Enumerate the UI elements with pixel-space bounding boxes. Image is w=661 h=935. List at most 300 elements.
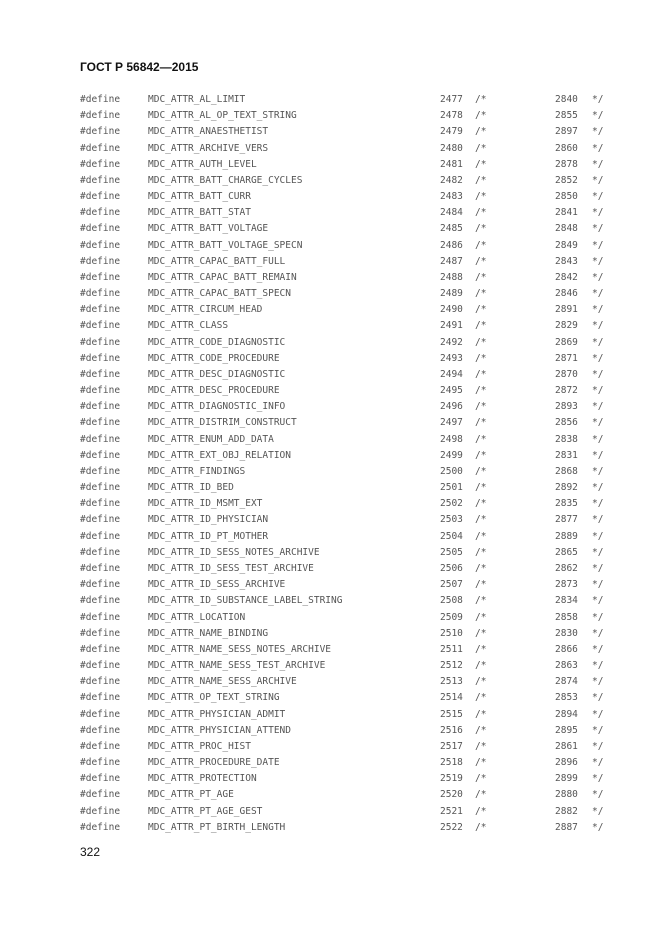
comment-value: 2871	[555, 352, 578, 364]
comment-open: /*	[475, 692, 487, 704]
comment-open: /*	[475, 724, 487, 736]
define-keyword: #define	[80, 773, 121, 785]
define-row	[0, 531, 661, 547]
constant-value: 2510	[440, 627, 463, 639]
define-row	[0, 482, 661, 498]
constant-value: 2512	[440, 660, 463, 672]
define-keyword: #define	[80, 805, 121, 817]
define-keyword: #define	[80, 579, 121, 591]
comment-value: 2843	[555, 255, 578, 267]
define-keyword: #define	[80, 627, 121, 639]
define-row	[0, 612, 661, 628]
define-keyword: #define	[80, 708, 121, 720]
comment-value: 2878	[555, 158, 578, 170]
comment-value: 2852	[555, 174, 578, 186]
comment-value: 2896	[555, 757, 578, 769]
comment-open: /*	[475, 465, 487, 477]
comment-open: /*	[475, 94, 487, 105]
constant-name: MDC_ATTR_CLASS	[148, 320, 229, 332]
define-keyword: #define	[80, 126, 121, 138]
define-row	[0, 741, 661, 757]
define-keyword: #define	[80, 320, 121, 332]
constant-name: MDC_ATTR_PT_BIRTH_LENGTH	[148, 821, 286, 833]
comment-close: */	[592, 789, 604, 801]
comment-open: /*	[475, 757, 487, 769]
constant-name: MDC_ATTR_BATT_STAT	[148, 207, 251, 219]
comment-close: */	[592, 385, 604, 397]
comment-value: 2834	[555, 595, 578, 607]
constant-value: 2484	[440, 207, 463, 219]
constant-value: 2513	[440, 676, 463, 688]
define-row	[0, 240, 661, 256]
comment-close: */	[592, 643, 604, 655]
define-row	[0, 175, 661, 191]
constant-value: 2501	[440, 482, 463, 494]
define-keyword: #define	[80, 304, 121, 316]
comment-open: /*	[475, 401, 487, 413]
define-row	[0, 595, 661, 611]
comment-open: /*	[475, 304, 487, 316]
define-keyword: #define	[80, 449, 121, 461]
constant-name: MDC_ATTR_DIAGNOSTIC_INFO	[148, 401, 286, 413]
constant-value: 2519	[440, 773, 463, 785]
define-keyword: #define	[80, 498, 121, 510]
comment-value: 2895	[555, 724, 578, 736]
constant-name: MDC_ATTR_DESC_DIAGNOSTIC	[148, 368, 286, 380]
constant-value: 2480	[440, 142, 463, 154]
define-keyword: #define	[80, 255, 121, 267]
constant-name: MDC_ATTR_BATT_VOLTAGE_SPECN	[148, 239, 303, 251]
comment-value: 2831	[555, 449, 578, 461]
constant-name: MDC_ATTR_ID_MSMT_EXT	[148, 498, 263, 510]
comment-open: /*	[475, 821, 487, 833]
constant-value: 2521	[440, 805, 463, 817]
define-row	[0, 789, 661, 805]
comment-close: */	[592, 530, 604, 542]
comment-open: /*	[475, 789, 487, 801]
comment-close: */	[592, 94, 604, 105]
constant-name: MDC_ATTR_ID_PT_MOTHER	[148, 530, 269, 542]
comment-open: /*	[475, 255, 487, 267]
define-keyword: #define	[80, 482, 121, 494]
define-keyword: #define	[80, 142, 121, 154]
constant-value: 2506	[440, 562, 463, 574]
comment-open: /*	[475, 352, 487, 364]
comment-open: /*	[475, 336, 487, 348]
comment-open: /*	[475, 142, 487, 154]
comment-value: 2889	[555, 530, 578, 542]
comment-open: /*	[475, 223, 487, 235]
define-row	[0, 369, 661, 385]
constant-name: MDC_ATTR_NAME_SESS_ARCHIVE	[148, 676, 297, 688]
constant-name: MDC_ATTR_PT_AGE	[148, 789, 234, 801]
constant-name: MDC_ATTR_ID_SESS_NOTES_ARCHIVE	[148, 546, 320, 558]
define-row	[0, 288, 661, 304]
comment-value: 2887	[555, 821, 578, 833]
define-row	[0, 563, 661, 579]
comment-close: */	[592, 708, 604, 720]
define-keyword: #define	[80, 757, 121, 769]
define-keyword: #define	[80, 110, 121, 122]
define-row	[0, 223, 661, 239]
comment-open: /*	[475, 191, 487, 203]
comment-open: /*	[475, 708, 487, 720]
constant-name: MDC_ATTR_BATT_CHARGE_CYCLES	[148, 174, 303, 186]
comment-open: /*	[475, 530, 487, 542]
comment-value: 2862	[555, 562, 578, 574]
define-keyword: #define	[80, 660, 121, 672]
constant-name: MDC_ATTR_BATT_VOLTAGE	[148, 223, 269, 235]
constant-name: MDC_ATTR_EXT_OBJ_RELATION	[148, 449, 291, 461]
comment-open: /*	[475, 595, 487, 607]
constant-name: MDC_ATTR_PROTECTION	[148, 773, 257, 785]
comment-value: 2870	[555, 368, 578, 380]
constant-value: 2516	[440, 724, 463, 736]
define-keyword: #define	[80, 385, 121, 397]
constant-name: MDC_ATTR_NAME_BINDING	[148, 627, 269, 639]
comment-value: 2855	[555, 110, 578, 122]
comment-open: /*	[475, 562, 487, 574]
comment-close: */	[592, 126, 604, 138]
constant-value: 2499	[440, 449, 463, 461]
page-number: 322	[80, 845, 101, 859]
comment-close: */	[592, 401, 604, 413]
comment-value: 2858	[555, 611, 578, 623]
define-row	[0, 773, 661, 789]
comment-close: */	[592, 740, 604, 752]
define-keyword: #define	[80, 676, 121, 688]
constant-name: MDC_ATTR_NAME_SESS_NOTES_ARCHIVE	[148, 643, 332, 655]
define-row	[0, 94, 661, 110]
comment-value: 2866	[555, 643, 578, 655]
define-row	[0, 514, 661, 530]
define-row	[0, 547, 661, 563]
constant-value: 2478	[440, 110, 463, 122]
define-row	[0, 434, 661, 450]
constant-name: MDC_ATTR_PHYSICIAN_ADMIT	[148, 708, 286, 720]
comment-open: /*	[475, 514, 487, 526]
comment-close: */	[592, 433, 604, 445]
comment-close: */	[592, 611, 604, 623]
comment-value: 2872	[555, 385, 578, 397]
constant-name: MDC_ATTR_ANAESTHETIST	[148, 126, 269, 138]
constant-value: 2487	[440, 255, 463, 267]
define-row	[0, 692, 661, 708]
comment-open: /*	[475, 174, 487, 186]
constant-name: MDC_ATTR_NAME_SESS_TEST_ARCHIVE	[148, 660, 326, 672]
define-keyword: #define	[80, 514, 121, 526]
constant-name: MDC_ATTR_CAPAC_BATT_SPECN	[148, 288, 291, 300]
constant-name: MDC_ATTR_BATT_CURR	[148, 191, 251, 203]
comment-value: 2842	[555, 271, 578, 283]
define-row	[0, 207, 661, 223]
comment-open: /*	[475, 288, 487, 300]
comment-open: /*	[475, 740, 487, 752]
constant-value: 2502	[440, 498, 463, 510]
comment-open: /*	[475, 482, 487, 494]
define-row	[0, 709, 661, 725]
define-row	[0, 143, 661, 159]
comment-open: /*	[475, 676, 487, 688]
define-keyword: #define	[80, 692, 121, 704]
define-keyword: #define	[80, 223, 121, 235]
constant-value: 2520	[440, 789, 463, 801]
constant-name: MDC_ATTR_CAPAC_BATT_REMAIN	[148, 271, 297, 283]
comment-close: */	[592, 692, 604, 704]
comment-open: /*	[475, 546, 487, 558]
define-keyword: #define	[80, 530, 121, 542]
define-row	[0, 337, 661, 353]
comment-close: */	[592, 142, 604, 154]
define-row	[0, 417, 661, 433]
constant-value: 2517	[440, 740, 463, 752]
constant-value: 2497	[440, 417, 463, 429]
define-row	[0, 191, 661, 207]
define-row	[0, 822, 661, 838]
define-row	[0, 579, 661, 595]
comment-close: */	[592, 110, 604, 122]
define-keyword: #define	[80, 465, 121, 477]
define-keyword: #define	[80, 417, 121, 429]
comment-close: */	[592, 255, 604, 267]
define-row	[0, 450, 661, 466]
define-keyword: #define	[80, 401, 121, 413]
comment-close: */	[592, 676, 604, 688]
constant-value: 2477	[440, 94, 463, 105]
constant-value: 2508	[440, 595, 463, 607]
comment-open: /*	[475, 773, 487, 785]
constant-value: 2509	[440, 611, 463, 623]
comment-close: */	[592, 191, 604, 203]
define-keyword: #define	[80, 191, 121, 203]
comment-close: */	[592, 223, 604, 235]
constant-name: MDC_ATTR_AL_OP_TEXT_STRING	[148, 110, 297, 122]
define-keyword: #define	[80, 724, 121, 736]
constant-name: MDC_ATTR_ENUM_ADD_DATA	[148, 433, 274, 445]
define-row	[0, 676, 661, 692]
comment-open: /*	[475, 611, 487, 623]
define-keyword: #define	[80, 336, 121, 348]
comment-close: */	[592, 482, 604, 494]
comment-value: 2850	[555, 191, 578, 203]
constant-name: MDC_ATTR_ID_SUBSTANCE_LABEL_STRING	[148, 595, 343, 607]
comment-value: 2840	[555, 94, 578, 105]
comment-value: 2874	[555, 676, 578, 688]
comment-open: /*	[475, 643, 487, 655]
define-row	[0, 126, 661, 142]
comment-value: 2882	[555, 805, 578, 817]
comment-close: */	[592, 336, 604, 348]
comment-close: */	[592, 562, 604, 574]
constant-name: MDC_ATTR_ID_SESS_TEST_ARCHIVE	[148, 562, 314, 574]
comment-close: */	[592, 595, 604, 607]
comment-close: */	[592, 352, 604, 364]
comment-close: */	[592, 174, 604, 186]
comment-close: */	[592, 158, 604, 170]
constant-value: 2489	[440, 288, 463, 300]
define-keyword: #define	[80, 740, 121, 752]
comment-value: 2893	[555, 401, 578, 413]
constant-value: 2486	[440, 239, 463, 251]
define-row	[0, 644, 661, 660]
comment-value: 2894	[555, 708, 578, 720]
define-keyword: #define	[80, 271, 121, 283]
comment-close: */	[592, 368, 604, 380]
comment-value: 2877	[555, 514, 578, 526]
comment-close: */	[592, 757, 604, 769]
comment-value: 2853	[555, 692, 578, 704]
comment-close: */	[592, 821, 604, 833]
define-row	[0, 466, 661, 482]
comment-open: /*	[475, 627, 487, 639]
constant-name: MDC_ATTR_ARCHIVE_VERS	[148, 142, 269, 154]
define-keyword: #define	[80, 821, 121, 833]
constant-name: MDC_ATTR_CODE_DIAGNOSTIC	[148, 336, 286, 348]
constant-name: MDC_ATTR_PHYSICIAN_ATTEND	[148, 724, 291, 736]
define-row	[0, 725, 661, 741]
comment-close: */	[592, 417, 604, 429]
constant-name: MDC_ATTR_PROC_HIST	[148, 740, 251, 752]
comment-value: 2838	[555, 433, 578, 445]
comment-open: /*	[475, 417, 487, 429]
define-row	[0, 304, 661, 320]
define-row	[0, 159, 661, 175]
comment-close: */	[592, 660, 604, 672]
constant-value: 2485	[440, 223, 463, 235]
comment-open: /*	[475, 207, 487, 219]
define-keyword: #define	[80, 643, 121, 655]
comment-value: 2863	[555, 660, 578, 672]
comment-value: 2856	[555, 417, 578, 429]
define-list	[0, 94, 661, 838]
comment-close: */	[592, 320, 604, 332]
comment-open: /*	[475, 320, 487, 332]
comment-open: /*	[475, 271, 487, 283]
comment-close: */	[592, 579, 604, 591]
constant-name: MDC_ATTR_ID_PHYSICIAN	[148, 514, 269, 526]
comment-value: 2869	[555, 336, 578, 348]
comment-close: */	[592, 805, 604, 817]
constant-name: MDC_ATTR_CODE_PROCEDURE	[148, 352, 280, 364]
define-row	[0, 757, 661, 773]
define-keyword: #define	[80, 207, 121, 219]
comment-close: */	[592, 304, 604, 316]
comment-value: 2860	[555, 142, 578, 154]
comment-open: /*	[475, 449, 487, 461]
comment-open: /*	[475, 385, 487, 397]
comment-close: */	[592, 288, 604, 300]
constant-value: 2504	[440, 530, 463, 542]
comment-value: 2873	[555, 579, 578, 591]
constant-value: 2479	[440, 126, 463, 138]
comment-open: /*	[475, 805, 487, 817]
comment-value: 2849	[555, 239, 578, 251]
comment-value: 2829	[555, 320, 578, 332]
constant-value: 2505	[440, 546, 463, 558]
comment-open: /*	[475, 158, 487, 170]
constant-name: MDC_ATTR_LOCATION	[148, 611, 246, 623]
comment-open: /*	[475, 579, 487, 591]
define-row	[0, 401, 661, 417]
define-keyword: #define	[80, 352, 121, 364]
define-row	[0, 272, 661, 288]
comment-close: */	[592, 514, 604, 526]
define-row	[0, 256, 661, 272]
define-row	[0, 110, 661, 126]
comment-value: 2835	[555, 498, 578, 510]
comment-open: /*	[475, 433, 487, 445]
define-keyword: #define	[80, 611, 121, 623]
comment-close: */	[592, 498, 604, 510]
constant-name: MDC_ATTR_PROCEDURE_DATE	[148, 757, 280, 769]
constant-name: MDC_ATTR_DISTRIM_CONSTRUCT	[148, 417, 297, 429]
comment-open: /*	[475, 239, 487, 251]
constant-value: 2492	[440, 336, 463, 348]
constant-name: MDC_ATTR_OP_TEXT_STRING	[148, 692, 280, 704]
constant-value: 2503	[440, 514, 463, 526]
comment-value: 2846	[555, 288, 578, 300]
comment-close: */	[592, 239, 604, 251]
constant-value: 2494	[440, 368, 463, 380]
define-keyword: #define	[80, 433, 121, 445]
comment-open: /*	[475, 126, 487, 138]
define-row	[0, 320, 661, 336]
comment-close: */	[592, 627, 604, 639]
constant-value: 2495	[440, 385, 463, 397]
define-row	[0, 628, 661, 644]
define-keyword: #define	[80, 546, 121, 558]
constant-value: 2498	[440, 433, 463, 445]
constant-name: MDC_ATTR_ID_BED	[148, 482, 234, 494]
comment-value: 2861	[555, 740, 578, 752]
comment-close: */	[592, 546, 604, 558]
comment-open: /*	[475, 498, 487, 510]
define-keyword: #define	[80, 94, 121, 105]
comment-value: 2868	[555, 465, 578, 477]
constant-value: 2500	[440, 465, 463, 477]
define-keyword: #define	[80, 158, 121, 170]
constant-name: MDC_ATTR_FINDINGS	[148, 465, 246, 477]
constant-value: 2491	[440, 320, 463, 332]
comment-value: 2892	[555, 482, 578, 494]
define-keyword: #define	[80, 174, 121, 186]
define-row	[0, 660, 661, 676]
define-keyword: #define	[80, 368, 121, 380]
constant-value: 2518	[440, 757, 463, 769]
comment-value: 2830	[555, 627, 578, 639]
constant-value: 2507	[440, 579, 463, 591]
comment-value: 2880	[555, 789, 578, 801]
comment-close: */	[592, 271, 604, 283]
comment-value: 2865	[555, 546, 578, 558]
constant-value: 2482	[440, 174, 463, 186]
define-keyword: #define	[80, 288, 121, 300]
comment-close: */	[592, 449, 604, 461]
comment-open: /*	[475, 368, 487, 380]
comment-value: 2897	[555, 126, 578, 138]
constant-value: 2483	[440, 191, 463, 203]
constant-value: 2514	[440, 692, 463, 704]
page-header-title: ГОСТ Р 56842—2015	[80, 60, 199, 74]
constant-value: 2511	[440, 643, 463, 655]
constant-name: MDC_ATTR_CIRCUM_HEAD	[148, 304, 263, 316]
comment-close: */	[592, 773, 604, 785]
comment-close: */	[592, 724, 604, 736]
constant-value: 2515	[440, 708, 463, 720]
define-keyword: #define	[80, 562, 121, 574]
constant-name: MDC_ATTR_PT_AGE_GEST	[148, 805, 263, 817]
constant-value: 2496	[440, 401, 463, 413]
